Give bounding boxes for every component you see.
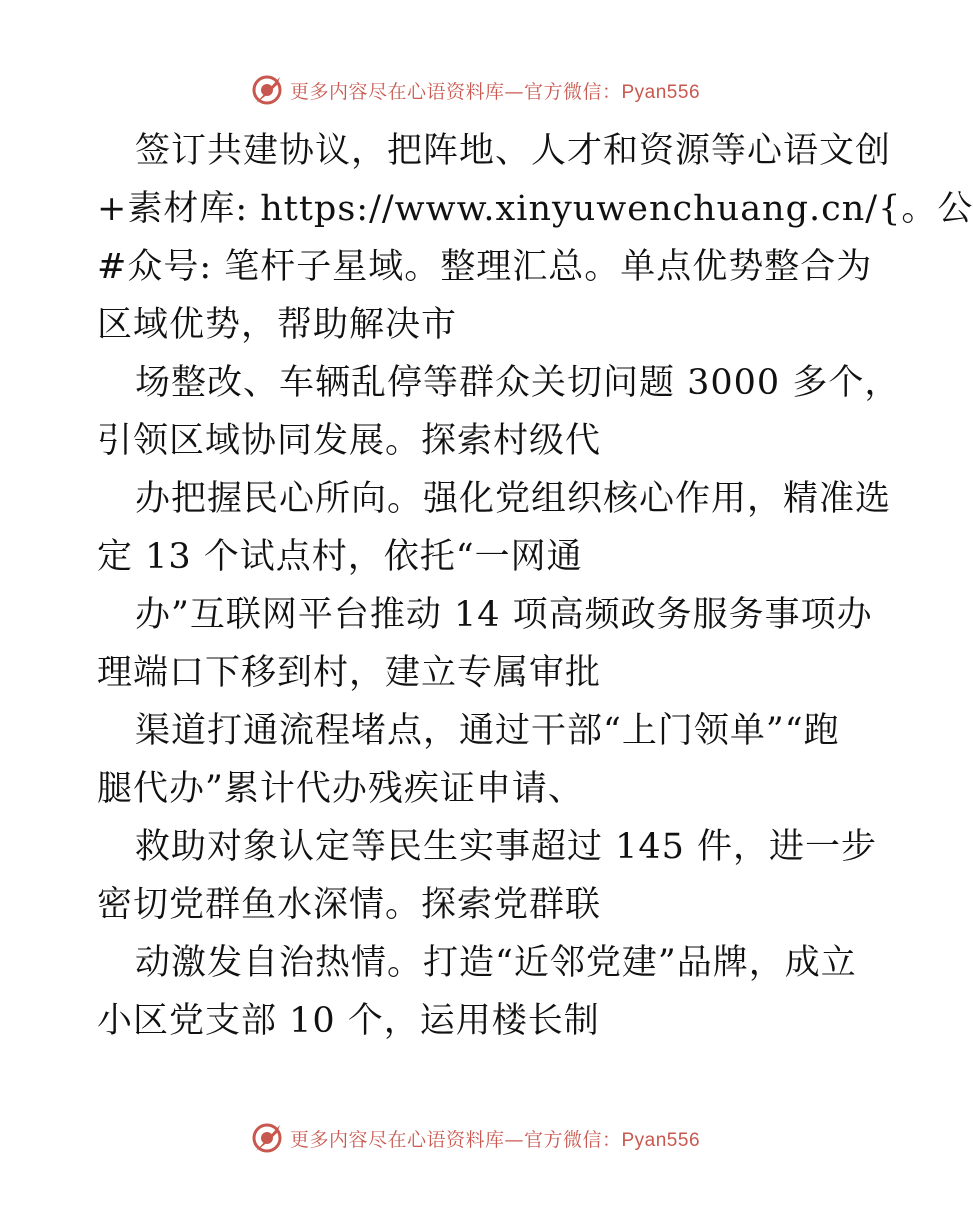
text-line: 引领区域协同发展。探索村级代 xyxy=(97,421,602,461)
quill-logo-icon xyxy=(250,73,284,107)
text-line: 办”互联网平台推动 14 项高频政务服务事项办 xyxy=(135,595,873,635)
text-line: 办把握民心所向。强化党组织核心作用，精准选 xyxy=(135,479,892,519)
watermark-text: 更多内容尽在心语资料库—官方微信：Pyan556 xyxy=(289,80,701,103)
document-body xyxy=(97,122,973,1050)
text-line: 小区党支部 10 个，运用楼长制 xyxy=(97,1001,600,1041)
header-watermark xyxy=(0,70,950,110)
footer-watermark xyxy=(0,1118,950,1158)
text-line: +素材库: https://www.xinyuwenchuang.cn/{。公 xyxy=(97,189,973,229)
text-line: 签订共建协议，把阵地、人才和资源等心语文创 xyxy=(135,131,892,171)
text-line: 理端口下移到村，建立专属审批 xyxy=(97,653,602,693)
text-line: 场整改、车辆乱停等群众关切问题 3000 多个， xyxy=(135,363,901,403)
text-line: 动激发自治热情。打造“近邻党建”品牌，成立 xyxy=(135,943,857,983)
text-line: 密切党群鱼水深情。探索党群联 xyxy=(97,885,602,925)
text-line: 区域优势，帮助解决市 xyxy=(97,305,458,345)
text-line: #众号: 笔杆子星域。整理汇总。单点优势整合为 xyxy=(97,247,873,287)
quill-logo-icon xyxy=(250,1121,284,1155)
text-line: 救助对象认定等民生实事超过 145 件，进一步 xyxy=(135,827,878,867)
watermark-text: 更多内容尽在心语资料库—官方微信：Pyan556 xyxy=(289,1128,701,1151)
text-line: 渠道打通流程堵点，通过干部“上门领单”“跑 xyxy=(135,711,840,751)
text-line: 腿代办”累计代办残疾证申请、 xyxy=(97,769,584,809)
text-line: 定 13 个试点村，依托“一网通 xyxy=(97,537,583,577)
